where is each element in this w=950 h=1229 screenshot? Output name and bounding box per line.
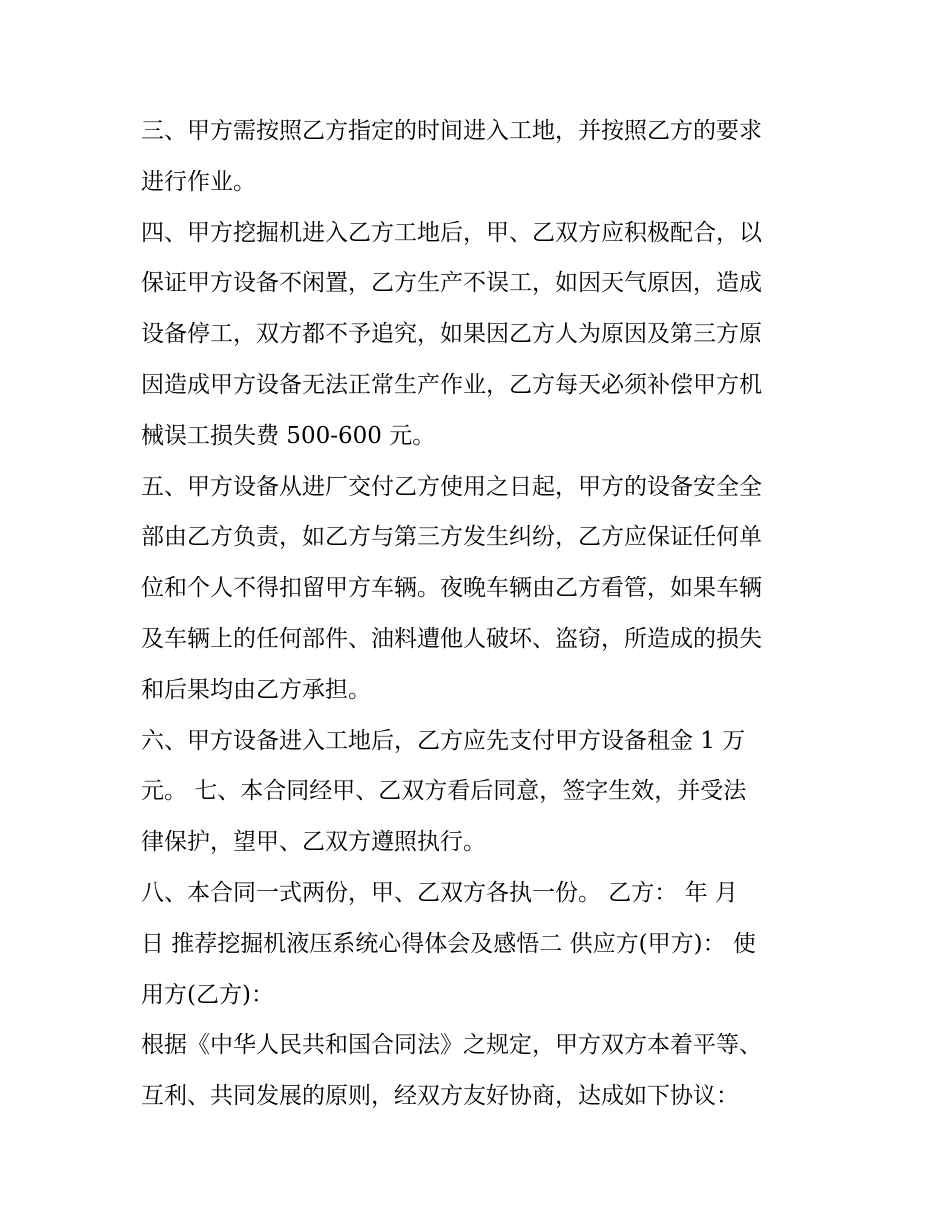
text-line: 部由乙方负责，如乙方与第三方发生纠纷，乙方应保证任何单	[141, 524, 762, 551]
text-line: 设备停工，双方都不予追究，如果因乙方人为原因及第三方原	[141, 321, 762, 348]
text-line-clause-8: 八、本合同一式两份，甲、乙双方各执一份。 乙方： 年 月	[141, 879, 738, 906]
text-line: 保证甲方设备不闲置，乙方生产不误工，如因天气原因，造成	[141, 270, 762, 297]
text-line: 械误工损失费 500-600 元。	[141, 422, 436, 449]
text-line: 日 推荐挖掘机液压系统心得体会及感悟二 供应方(甲方)： 使	[141, 930, 756, 957]
text-line-clause-4: 四、甲方挖掘机进入乙方工地后，甲、乙双方应积极配合，以	[141, 219, 762, 246]
text-line-preamble: 根据《中华人民共和国合同法》之规定，甲方双方本着平等、	[141, 1032, 762, 1059]
contract-text	[141, 106, 831, 1122]
text-line: 进行作业。	[141, 168, 256, 195]
text-line: 用方(乙方)：	[141, 981, 274, 1008]
text-line: 因造成甲方设备无法正常生产作业，乙方每天必须补偿甲方机	[141, 371, 762, 398]
text-line-clause-7: 元。 七、本合同经甲、乙双方看后同意，签字生效，并受法	[141, 778, 747, 805]
text-line-clause-6: 六、甲方设备进入工地后，乙方应先支付甲方设备租金 1 万	[141, 727, 746, 754]
text-line: 律保护，望甲、乙双方遵照执行。	[141, 829, 486, 856]
text-line-clause-5: 五、甲方设备从进厂交付乙方使用之日起，甲方的设备安全全	[141, 473, 762, 500]
text-line-clause-3: 三、甲方需按照乙方指定的时间进入工地，并按照乙方的要求	[141, 118, 762, 144]
text-line: 和后果均由乙方承担。	[141, 676, 371, 703]
text-line: 位和个人不得扣留甲方车辆。夜晚车辆由乙方看管，如果车辆	[141, 575, 762, 602]
text-line: 及车辆上的任何部件、油料遭他人破坏、盗窃，所造成的损失	[141, 625, 762, 652]
text-line: 互利、共同发展的原则，经双方友好协商，达成如下协议：	[141, 1083, 739, 1110]
